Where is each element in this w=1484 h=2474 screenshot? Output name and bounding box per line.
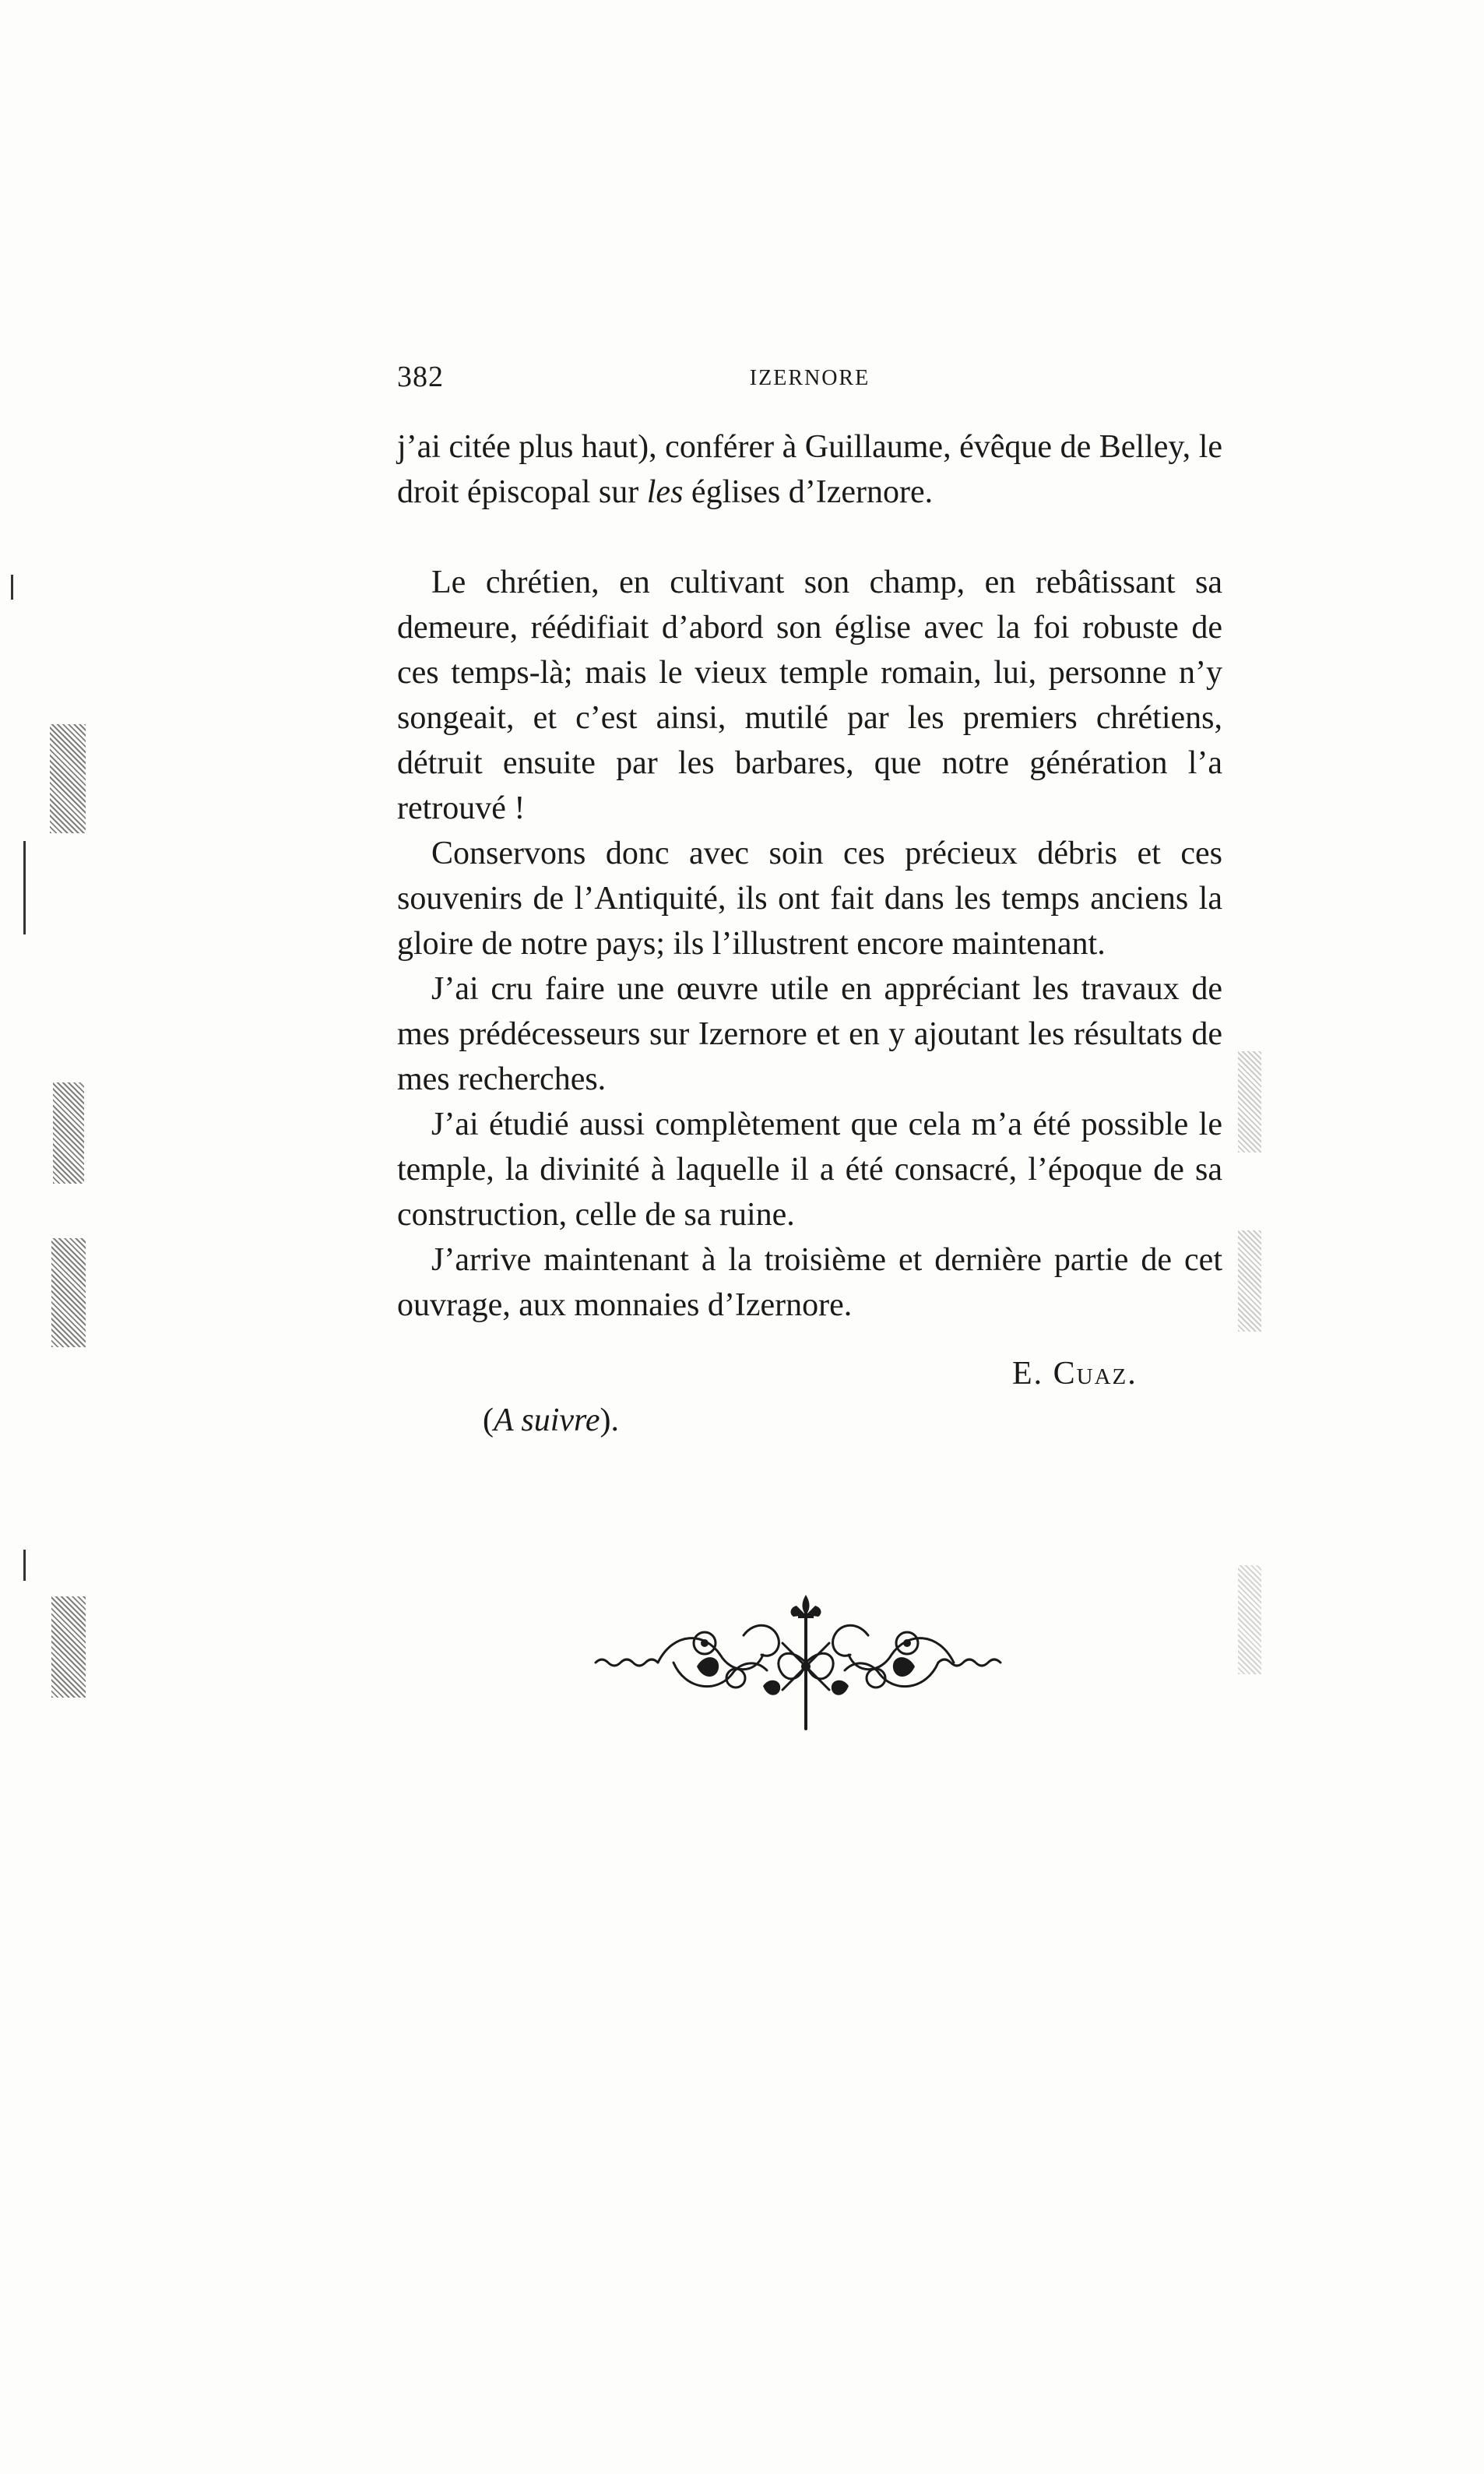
continuation-note [483, 1402, 619, 1439]
paragraph-4: J’ai cru faire une œuvre utile en appréciant les travaux de mes prédécesseurs sur Izernore et en y ajoutant les résultats de mes recherches. [397, 971, 1222, 1097]
page-number: 382 [397, 361, 444, 393]
paragraph-1-tail: églises d’Izernore. [683, 474, 934, 510]
scan-mark [23, 1550, 26, 1581]
signature-name: Cuaz. [1053, 1356, 1138, 1392]
scan-speckle [53, 1082, 84, 1184]
paragraph-2: Le chrétien, en cultivant son champ, en rebâtissant sa demeure, réédifiait d’abord son église avec la foi robuste de ces temps-là; mais le vieux temple romain, lui, personne n’y songeait, et c’est ainsi, mutilé par les premiers chrétiens, détruit ensuite par les barbares, que notre génération l’a retrouvé ! [397, 565, 1222, 826]
signature-initial: E. [1012, 1356, 1044, 1392]
scan-speckle [1238, 1565, 1261, 1674]
author-signature [1012, 1355, 1138, 1392]
paragraph-1-text: j’ai citée plus haut), conférer à Guillaume, évêque de Belley, le droit épiscopal sur [397, 429, 1222, 510]
scan-speckle [51, 1238, 86, 1347]
scan-speckle [1238, 1230, 1261, 1332]
paragraph-6: J’arrive maintenant à la troisième et dernière partie de cet ouvrage, aux monnaies d’Izernore. [397, 1242, 1222, 1323]
fleuron-ornament-icon [588, 1589, 1024, 1737]
continuation-open: ( [483, 1402, 494, 1438]
scan-speckle [1238, 1051, 1261, 1153]
continuation-italic: A suivre [494, 1402, 600, 1438]
page-header [397, 360, 1222, 406]
running-title: IZERNORE [749, 366, 870, 390]
scan-speckle [50, 724, 86, 833]
paragraph-1-italic: les [646, 474, 684, 510]
paragraph-5: J’ai étudié aussi complètement que cela m’a été possible le temple, la divinité à laquelle il a été consacré, l’époque de sa construction, celle de sa ruine. [397, 1107, 1222, 1233]
continuation-close: ). [600, 1402, 619, 1438]
scan-speckle [51, 1596, 86, 1698]
paragraph-3: Conservons donc avec soin ces précieux débris et ces souvenirs de l’Antiquité, ils ont fait dans les temps anciens la gloire de notre pays; ils l’illustrent encore maintenant. [397, 836, 1222, 962]
scan-mark [11, 575, 13, 600]
body-text [397, 424, 1222, 1328]
scan-mark [23, 841, 26, 934]
paragraph-1 [397, 424, 1222, 515]
